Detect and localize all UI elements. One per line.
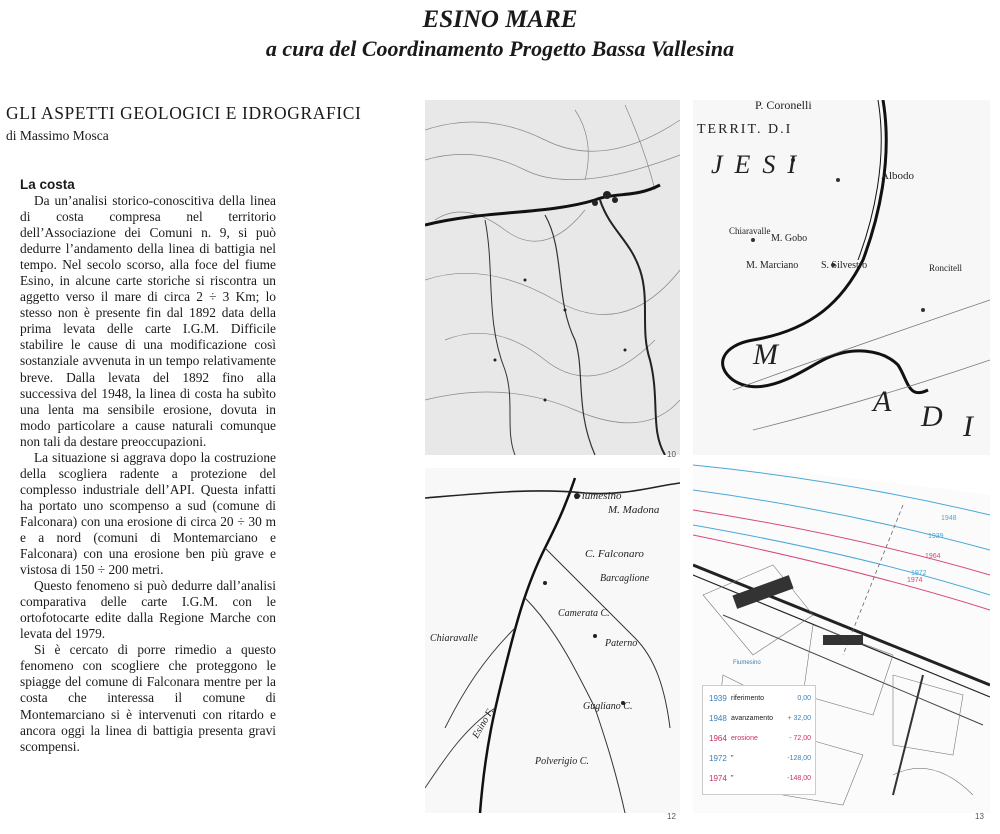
map-label: JESI xyxy=(711,150,809,179)
historic-map-top-right xyxy=(693,100,990,455)
map-label: D xyxy=(921,400,943,433)
paragraph: Si è cercato di porre rimedio a questo fenomeno con scogliere che proteggono le spiagge del comune di Falconara mentre per la costa che interessa il comune di Montemarciano si è intervenuti con ritardo e ancora oggi la linea di battigia presenta gravi scompensi. xyxy=(20,642,276,754)
legend-row xyxy=(709,714,811,726)
legend-row xyxy=(709,734,811,746)
legend-year: 1974 xyxy=(709,774,727,783)
historic-map-top-left xyxy=(425,100,680,455)
legend-year: 1948 xyxy=(709,714,727,723)
year-label: 1948 xyxy=(941,515,957,522)
map-label: M. Madona xyxy=(608,504,660,516)
figure-number: 10 xyxy=(667,450,676,459)
map-label: Fiumesino xyxy=(733,660,761,666)
map-label: Camerata C. xyxy=(558,608,610,619)
figure-number: 13 xyxy=(975,812,984,821)
header-title: ESINO MARE xyxy=(422,6,578,33)
legend-value: - 72,00 xyxy=(789,735,811,742)
legend-label: avanzamento xyxy=(731,715,774,722)
legend-row xyxy=(709,754,811,766)
map-label: M. Gobo xyxy=(771,233,808,244)
map-label: C. Falconaro xyxy=(585,548,644,560)
legend-year: 1939 xyxy=(709,694,727,703)
map-label: P. Coronelli xyxy=(755,100,812,112)
map-label: S. Silvestro xyxy=(821,260,868,271)
legend-row xyxy=(709,694,811,706)
legend-row xyxy=(709,774,811,786)
legend-value: 0,00 xyxy=(797,695,811,702)
map-label: Gugliano C. xyxy=(583,701,633,712)
map-label: Albodo xyxy=(881,170,914,182)
paragraph: Da un’analisi storico-conoscitiva della linea di costa compresa nel territorio dell’Associazione dei Comuni n. 9, si può dedurre l’andamento della linea di battigia nel tempo. Nel secolo scorso, alla foce del fiume Esino, in alcune carte storiche si riscontra un aggetto verso il mare di circa 2 ÷ 3 Km; lo stesso non è presente fin dal 1892 data della prima levata delle carte I.G.M. Difficile stabilire le cause di una modificazione così sostanziale avvenuta in un tempo relativamente breve. Dalla levata del 1892 fino alla successiva del 1948, la linea di costa ha subìto una lenta ma sensibile erosione, dovuta in modo particolare a cause naturali comunque non tali da destare preoccupazioni. xyxy=(20,193,276,449)
map-label: Fiumesino xyxy=(575,490,622,502)
legend-value: + 32,00 xyxy=(787,715,811,722)
map-label: Esino F. xyxy=(470,706,497,741)
map-label: Roncitell xyxy=(929,263,962,273)
legend-label: " xyxy=(731,755,734,762)
legend-label: " xyxy=(731,775,734,782)
legend-label: erosione xyxy=(731,735,758,742)
map-label: I xyxy=(963,410,973,443)
map-label: M xyxy=(753,338,778,371)
author-line: di Massimo Mosca xyxy=(6,128,109,143)
legend-year: 1972 xyxy=(709,754,727,763)
historic-map-bottom-left xyxy=(425,468,680,813)
legend-year: 1964 xyxy=(709,734,727,743)
year-label: 1964 xyxy=(925,553,941,560)
section-title: GLI ASPETTI GEOLOGICI E IDROGRAFICI xyxy=(6,103,362,123)
map-label: Chiaravalle xyxy=(729,226,771,236)
year-label: 1972 xyxy=(911,570,927,577)
paragraph: Questo fenomeno si può dedurre dall’analisi comparativa delle carte I.G.M. con le ortofotocarte edite dalla Regione Marche con levata del 1979. xyxy=(20,578,276,642)
figure-number: 12 xyxy=(667,812,676,821)
map-label: Polverigio C. xyxy=(535,756,589,767)
map-label: A xyxy=(873,385,892,418)
header-subtitle: a cura del Coordinamento Progetto Bassa Vallesina xyxy=(265,36,735,61)
year-label: 1939 xyxy=(928,533,944,540)
map-label: Barcaglione xyxy=(600,573,650,584)
map-label: M. Marciano xyxy=(746,260,799,271)
subheading: La costa xyxy=(20,177,75,192)
map-label: Chiaravalle xyxy=(430,633,478,644)
article-body xyxy=(20,193,276,755)
legend-label: riferimento xyxy=(731,695,765,702)
paragraph: La situazione si aggrava dopo la costruzione della scogliera radente a protezione del complesso industriale dell’API. Questa infatti ha portato uno scompenso a sud (comune di Falconara) con una erosione di circa 20 ÷ 30 m e a nord (comuni di Montemarciano e Falconara) con una erosione ben più grave e vistosa di 150 ÷ 200 metri. xyxy=(20,449,276,578)
legend-value: -148,00 xyxy=(787,775,811,782)
coastline-legend xyxy=(702,685,816,795)
year-label: 1974 xyxy=(907,577,923,584)
legend-value: -128,00 xyxy=(787,755,811,762)
map-label: TERRIT. D.I xyxy=(697,122,793,137)
map-label: Paterno xyxy=(605,638,638,649)
